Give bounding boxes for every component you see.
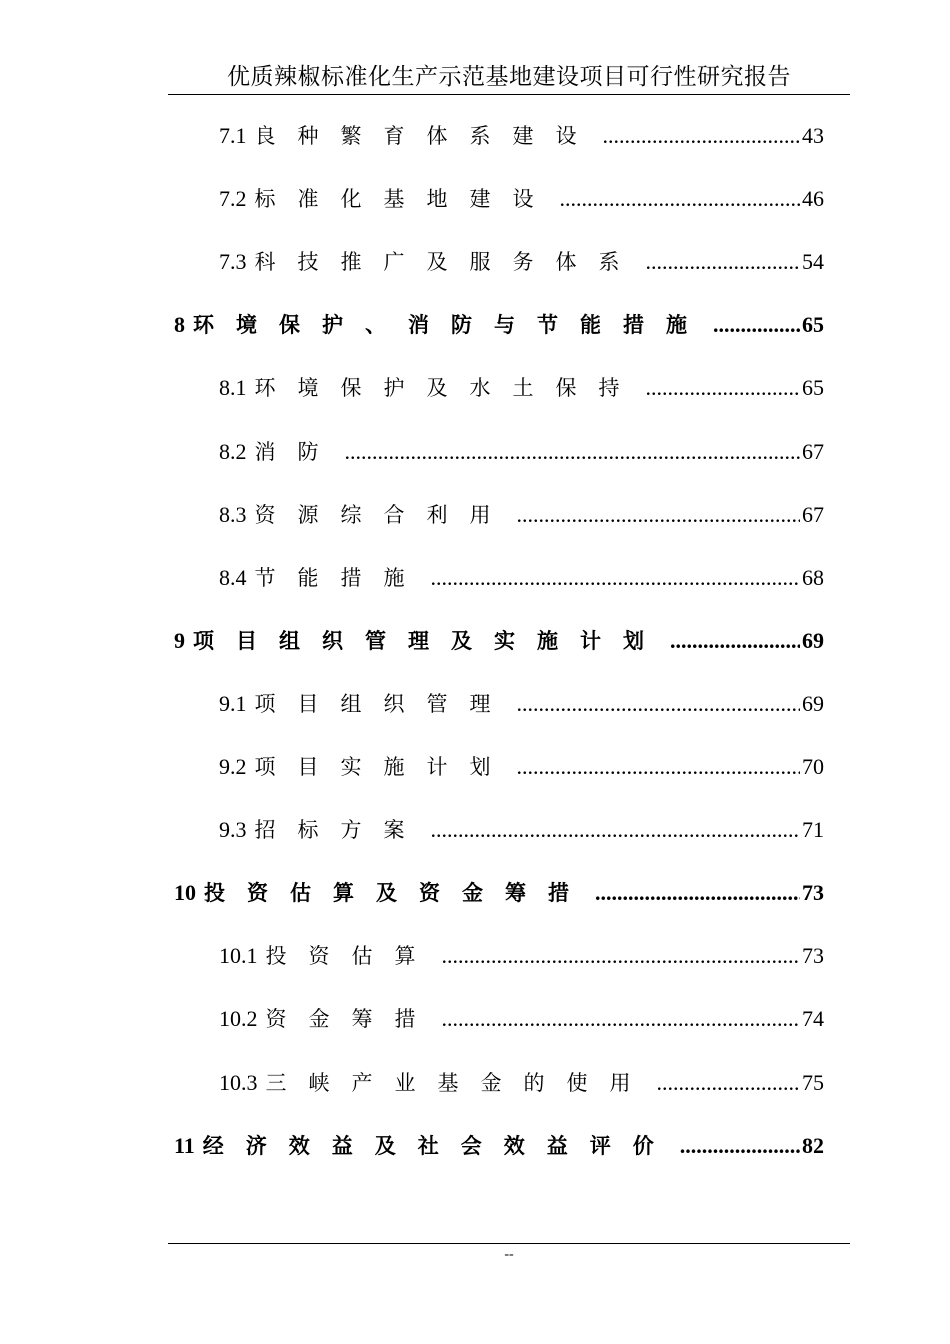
toc-entry-number: 11 [174, 1133, 195, 1158]
toc-dot-leader [713, 307, 800, 343]
toc-entry-page: 67 [802, 439, 824, 464]
toc-entry-page: 73 [802, 943, 824, 968]
page-number: -- [504, 1247, 514, 1262]
toc-entry-number: 10.2 [219, 1006, 258, 1031]
toc-entry-number: 10 [174, 880, 196, 905]
toc-section-entry[interactable] [219, 749, 824, 785]
toc-chapter-entry[interactable] [174, 1128, 824, 1164]
toc-dot-leader [442, 938, 801, 974]
toc-entry-page: 73 [802, 880, 824, 905]
header-divider [168, 94, 850, 95]
toc-section-entry[interactable] [219, 434, 824, 470]
toc-entry-page: 82 [802, 1133, 824, 1158]
toc-section-entry[interactable] [219, 1065, 824, 1101]
toc-section-entry[interactable] [219, 497, 824, 533]
toc-entry-page: 65 [802, 312, 824, 337]
toc-entry-title: 资源综合利用 [254, 503, 513, 527]
toc-dot-leader [442, 1001, 801, 1037]
toc-section-entry[interactable] [219, 560, 824, 596]
toc-entry-title: 投资估算及资金筹措 [204, 881, 591, 905]
toc-entry-title: 项目组织管理 [254, 692, 513, 716]
toc-entry-title: 资金筹措 [265, 1007, 438, 1031]
toc-dot-leader [431, 812, 801, 848]
toc-entry-title: 招标方案 [254, 818, 427, 842]
toc-section-entry[interactable] [219, 118, 824, 154]
toc-entry-page: 65 [802, 375, 824, 400]
toc-entry-title: 科技推广及服务体系 [254, 250, 642, 274]
toc-entry-page: 46 [802, 186, 824, 211]
toc-section-entry[interactable] [219, 370, 824, 406]
toc-entry-number: 9 [174, 628, 185, 653]
toc-entry-page: 74 [802, 1006, 824, 1031]
toc-chapter-entry[interactable] [174, 307, 824, 343]
toc-entry-title: 经济效益及社会效益评价 [202, 1134, 676, 1158]
footer-divider [168, 1243, 850, 1244]
toc-entry-title: 投资估算 [265, 944, 438, 968]
toc-entry-number: 7.1 [219, 123, 247, 148]
toc-section-entry[interactable] [219, 244, 824, 280]
toc-entry-title: 环境保护、消防与节能措施 [193, 313, 709, 337]
toc-entry-page: 69 [802, 628, 824, 653]
toc-entry-number: 7.2 [219, 186, 247, 211]
toc-dot-leader [517, 686, 801, 722]
toc-entry-number: 8.1 [219, 375, 247, 400]
toc-entry-number: 8.4 [219, 565, 247, 590]
toc-entry-title: 良种繁育体系建设 [254, 124, 599, 148]
toc-entry-page: 54 [802, 249, 824, 274]
page-header-title: 优质辣椒标准化生产示范基地建设项目可行性研究报告 [227, 64, 791, 90]
toc-dot-leader [595, 875, 800, 911]
toc-dot-leader [603, 118, 801, 154]
toc-entry-number: 7.3 [219, 249, 247, 274]
toc-entry-number: 10.1 [219, 943, 258, 968]
toc-entry-number: 8.2 [219, 439, 247, 464]
toc-entry-page: 69 [802, 691, 824, 716]
toc-section-entry[interactable] [219, 1001, 824, 1037]
toc-section-entry[interactable] [219, 812, 824, 848]
toc-dot-leader [431, 560, 801, 596]
toc-dot-leader [517, 497, 801, 533]
toc-dot-leader [646, 370, 801, 406]
toc-dot-leader [680, 1128, 800, 1164]
toc-entry-page: 71 [802, 817, 824, 842]
toc-entry-number: 9.2 [219, 754, 247, 779]
toc-chapter-entry[interactable] [174, 623, 824, 659]
toc-entry-number: 10.3 [219, 1070, 258, 1095]
toc-dot-leader [646, 244, 801, 280]
toc-section-entry[interactable] [219, 181, 824, 217]
toc-entry-number: 8 [174, 312, 185, 337]
toc-chapter-entry[interactable] [174, 875, 824, 911]
toc-section-entry[interactable] [219, 686, 824, 722]
toc-entry-number: 9.3 [219, 817, 247, 842]
toc-dot-leader [517, 749, 801, 785]
toc-entry-title: 节能措施 [254, 566, 427, 590]
toc-entry-page: 70 [802, 754, 824, 779]
toc-entry-page: 75 [802, 1070, 824, 1095]
toc-entry-title: 环境保护及水土保持 [254, 376, 642, 400]
toc-dot-leader [657, 1065, 801, 1101]
toc-dot-leader [345, 434, 801, 470]
toc-entry-number: 8.3 [219, 502, 247, 527]
toc-section-entry[interactable] [219, 938, 824, 974]
toc-entry-title: 三峡产业基金的使用 [265, 1071, 653, 1095]
toc-entry-title: 项目实施计划 [254, 755, 513, 779]
toc-entry-page: 67 [802, 502, 824, 527]
toc-entry-title: 消防 [254, 440, 341, 464]
toc-dot-leader [560, 181, 801, 217]
toc-entry-number: 9.1 [219, 691, 247, 716]
toc-entry-title: 项目组织管理及实施计划 [193, 629, 666, 653]
toc-entry-page: 43 [802, 123, 824, 148]
toc-dot-leader [670, 623, 800, 659]
toc-entry-title: 标准化基地建设 [254, 187, 556, 211]
toc-entry-page: 68 [802, 565, 824, 590]
